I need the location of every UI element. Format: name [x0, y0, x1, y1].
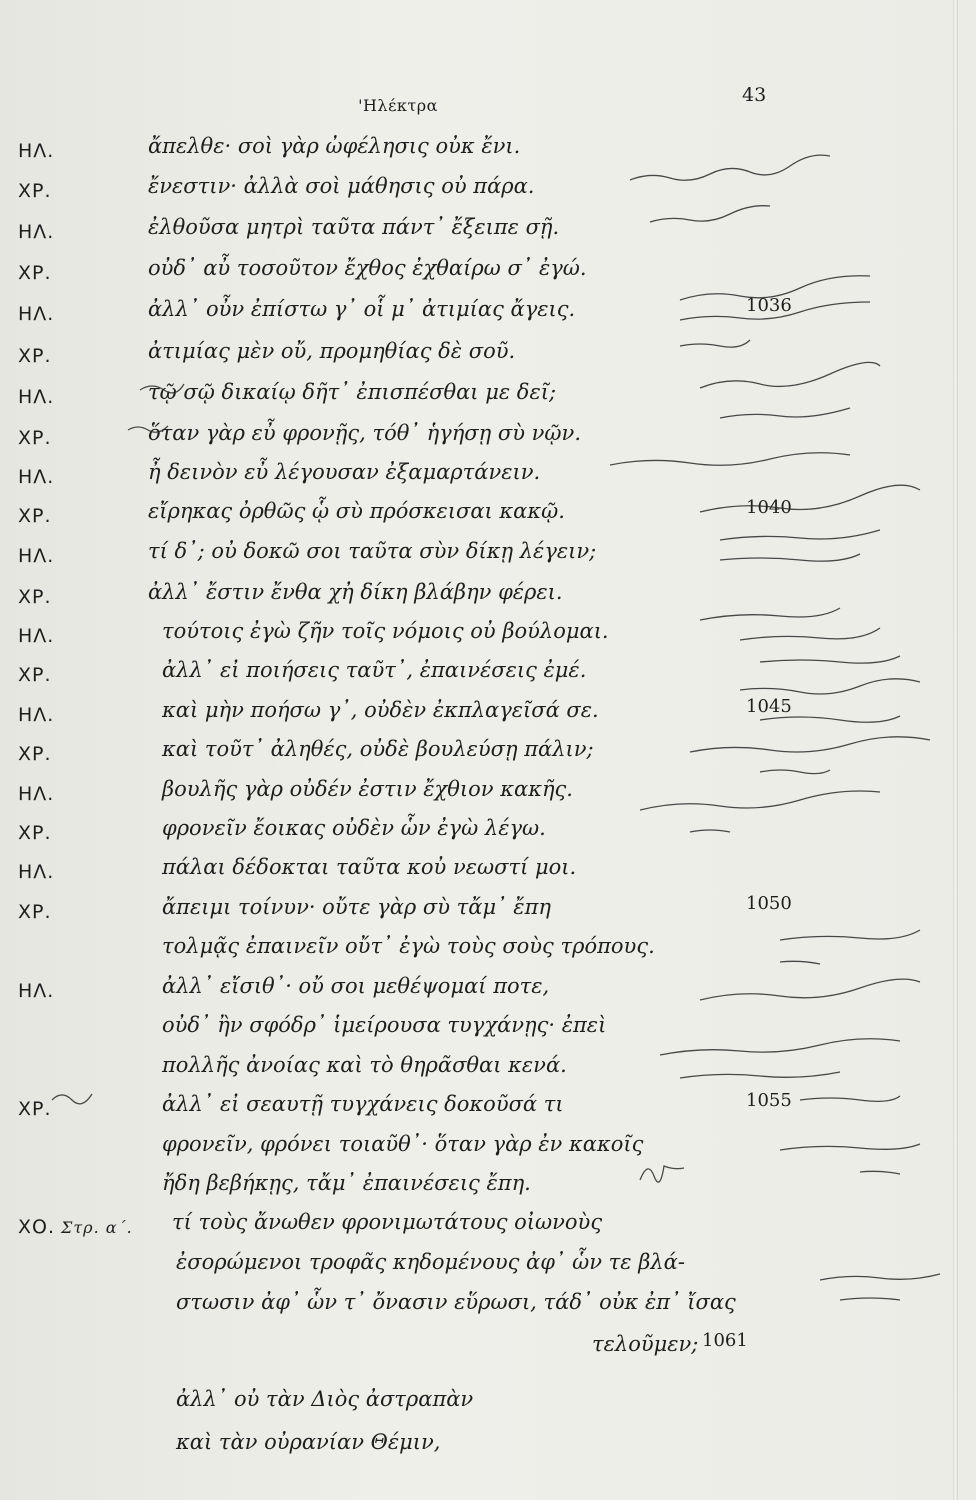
verse-line — [0, 696, 976, 732]
line-number: 1036 — [746, 295, 792, 316]
verse-line — [0, 735, 976, 771]
line-number: 1055 — [746, 1090, 792, 1111]
verse-line — [0, 1288, 976, 1324]
verse-line — [0, 972, 976, 1008]
verse-line — [0, 132, 976, 168]
verse-text: ὅταν γὰρ εὖ φρονῇς, τόθ᾽ ἡγήσῃ σὺ νῷν. — [148, 421, 581, 445]
verse-text: οὐδ᾽ ἢν σφόδρ᾽ ἱμείρουσα τυγχάνῃς· ἐπεὶ — [162, 1013, 607, 1037]
speaker-label: ΧΡ. — [18, 822, 52, 844]
verse-line — [0, 1051, 976, 1087]
running-title: 'Ηλέκτρα — [358, 96, 438, 115]
verse-text: ἀλλ᾽ εἰ ποιήσεις ταῦτ᾽, ἐπαινέσεις ἐμέ. — [162, 658, 587, 682]
verse-text: ἀλλ᾽ οὐ τὰν Διὸς ἀστραπὰν — [176, 1387, 474, 1411]
verse-line — [0, 172, 976, 208]
verse-line — [0, 578, 976, 614]
page-number: 43 — [742, 84, 767, 106]
verse-line — [0, 1169, 976, 1205]
verse-line — [0, 932, 976, 968]
verse-line — [0, 1090, 976, 1126]
verse-text: τολμᾷς ἐπαινεῖν οὔτ᾽ ἐγὼ τοὺς σοὺς τρόπους. — [162, 934, 655, 958]
verse-text: στωσιν ἀφ᾽ ὧν τ᾽ ὄνασιν εὕρωσι, τάδ᾽ οὐκ ἐπ᾽ ἴσας — [176, 1290, 736, 1314]
verse-line — [0, 1385, 976, 1421]
verse-line — [0, 1011, 976, 1047]
verse-text: καὶ τὰν οὐρανίαν Θέμιν, — [176, 1430, 441, 1454]
strophe-label: Στρ. α΄. — [61, 1218, 133, 1237]
verse-line — [0, 1248, 976, 1284]
verse-line — [0, 1208, 976, 1244]
line-number: 1045 — [746, 696, 792, 717]
verse-text: τούτοις ἐγὼ ζῆν τοῖς νόμοις οὐ βούλομαι. — [162, 619, 609, 643]
speaker-label: ΗΛ. — [18, 386, 55, 408]
speaker-label: ΗΛ. — [18, 221, 55, 243]
verse-line — [0, 1330, 976, 1366]
verse-text: ἀλλ᾽ εἰ σεαυτῇ τυγχάνεις δοκοῦσά τι — [162, 1092, 564, 1116]
verse-text: τί δ᾽; οὐ δοκῶ σοι ταῦτα σὺν δίκῃ λέγειν; — [148, 539, 597, 563]
speaker-label: ΧΡ. — [18, 1098, 52, 1120]
speaker-label: ΗΛ. — [18, 303, 55, 325]
speaker-label: ΧΡ. — [18, 180, 52, 202]
verse-line — [0, 537, 976, 573]
speaker-name: ΧΟ. — [18, 1216, 56, 1238]
verse-line — [0, 617, 976, 653]
verse-text: ἄπελθε· σοὶ γὰρ ὠφέλησις οὐκ ἔνι. — [148, 134, 521, 158]
speaker-label: ΧΡ. — [18, 345, 52, 367]
verse-line — [0, 656, 976, 692]
speaker-label — [18, 1216, 133, 1238]
speaker-label: ΗΛ. — [18, 545, 55, 567]
speaker-label: ΧΡ. — [18, 427, 52, 449]
verse-line — [0, 497, 976, 533]
line-number: 1061 — [702, 1330, 748, 1351]
speaker-label: ΧΡ. — [18, 262, 52, 284]
verse-line — [0, 1428, 976, 1464]
verse-text: ἀλλ᾽ εἴσιθ᾽· οὔ σοι μεθέψομαί ποτε, — [162, 974, 550, 998]
speaker-label: ΗΛ. — [18, 861, 55, 883]
verse-text: ἐλθοῦσα μητρὶ ταῦτα πάντ᾽ ἔξειπε σῇ. — [148, 215, 560, 239]
verse-line — [0, 419, 976, 455]
verse-text: ἦ δεινὸν εὖ λέγουσαν ἐξαμαρτάνειν. — [148, 460, 541, 484]
verse-line — [0, 814, 976, 850]
verse-text: καὶ τοῦτ᾽ ἀληθές, οὐδὲ βουλεύσῃ πάλιν; — [162, 737, 594, 761]
verse-text: φρονεῖν ἔοικας οὐδὲν ὧν ἐγὼ λέγω. — [162, 816, 546, 840]
verse-text: οὐδ᾽ αὖ τοσοῦτον ἔχθος ἐχθαίρω σ᾽ ἐγώ. — [148, 256, 587, 280]
verse-text: ἐσορώμενοι τροφᾶς κηδομένους ἀφ᾽ ὧν τε βλά- — [176, 1250, 685, 1274]
speaker-label: ΧΡ. — [18, 664, 52, 686]
verse-line — [0, 853, 976, 889]
speaker-label: ΧΡ. — [18, 901, 52, 923]
verse-text: εἴρηκας ὀρθῶς ᾧ σὺ πρόσκεισαι κακῷ. — [148, 499, 565, 523]
line-number: 1040 — [746, 497, 792, 518]
verse-line — [0, 337, 976, 373]
speaker-label: ΗΛ. — [18, 704, 55, 726]
verse-text: ἄπειμι τοίνυν· οὔτε γὰρ σὺ τἄμ᾽ ἔπη — [162, 895, 551, 919]
verse-text: τί τοὺς ἄνωθεν φρονιμωτάτους οἰωνοὺς — [172, 1210, 603, 1234]
verse-text: ἤδη βεβήκῃς, τἄμ᾽ ἐπαινέσεις ἔπη. — [162, 1171, 531, 1195]
verse-line — [0, 893, 976, 929]
verse-line — [0, 254, 976, 290]
verse-line — [0, 213, 976, 249]
speaker-label: ΗΛ. — [18, 625, 55, 647]
verse-line — [0, 378, 976, 414]
speaker-label: ΗΛ. — [18, 466, 55, 488]
line-number: 1050 — [746, 893, 792, 914]
speaker-label: ΧΡ. — [18, 743, 52, 765]
verse-line — [0, 775, 976, 811]
verse-line — [0, 295, 976, 331]
verse-text: καὶ μὴν ποήσω γ᾽, οὐδὲν ἐκπλαγεῖσά σε. — [162, 698, 599, 722]
speaker-label: ΗΛ. — [18, 140, 55, 162]
verse-text: φρονεῖν, φρόνει τοιαῦθ᾽· ὅταν γὰρ ἐν κακοῖς — [162, 1132, 644, 1156]
verse-text: ἔνεστιν· ἀλλὰ σοὶ μάθησις οὐ πάρα. — [148, 174, 535, 198]
speaker-label: ΗΛ. — [18, 980, 55, 1002]
verse-text: ἀλλ᾽ οὖν ἐπίστω γ᾽ οἷ μ᾽ ἀτιμίας ἄγεις. — [148, 297, 576, 321]
verse-text: πάλαι δέδοκται ταῦτα κοὐ νεωστί μοι. — [162, 855, 577, 879]
verse-text: τῷ σῷ δικαίῳ δῆτ᾽ ἐπισπέσθαι με δεῖ; — [148, 380, 557, 404]
verse-line — [0, 1130, 976, 1166]
verse-text: ἀτιμίας μὲν οὔ, προμηθίας δὲ σοῦ. — [148, 339, 516, 363]
verse-text: βουλῆς γὰρ οὐδέν ἐστιν ἔχθιον κακῆς. — [162, 777, 573, 801]
verse-line — [0, 458, 976, 494]
speaker-label: ΧΡ. — [18, 586, 52, 608]
speaker-label: ΧΡ. — [18, 505, 52, 527]
speaker-label: ΗΛ. — [18, 783, 55, 805]
verse-text: ἀλλ᾽ ἔστιν ἔνθα χἠ δίκη βλάβην φέρει. — [148, 580, 563, 604]
verse-text: πολλῆς ἀνοίας καὶ τὸ θηρᾶσθαι κενά. — [162, 1053, 567, 1077]
verse-text: τελοῦμεν; — [592, 1332, 699, 1356]
